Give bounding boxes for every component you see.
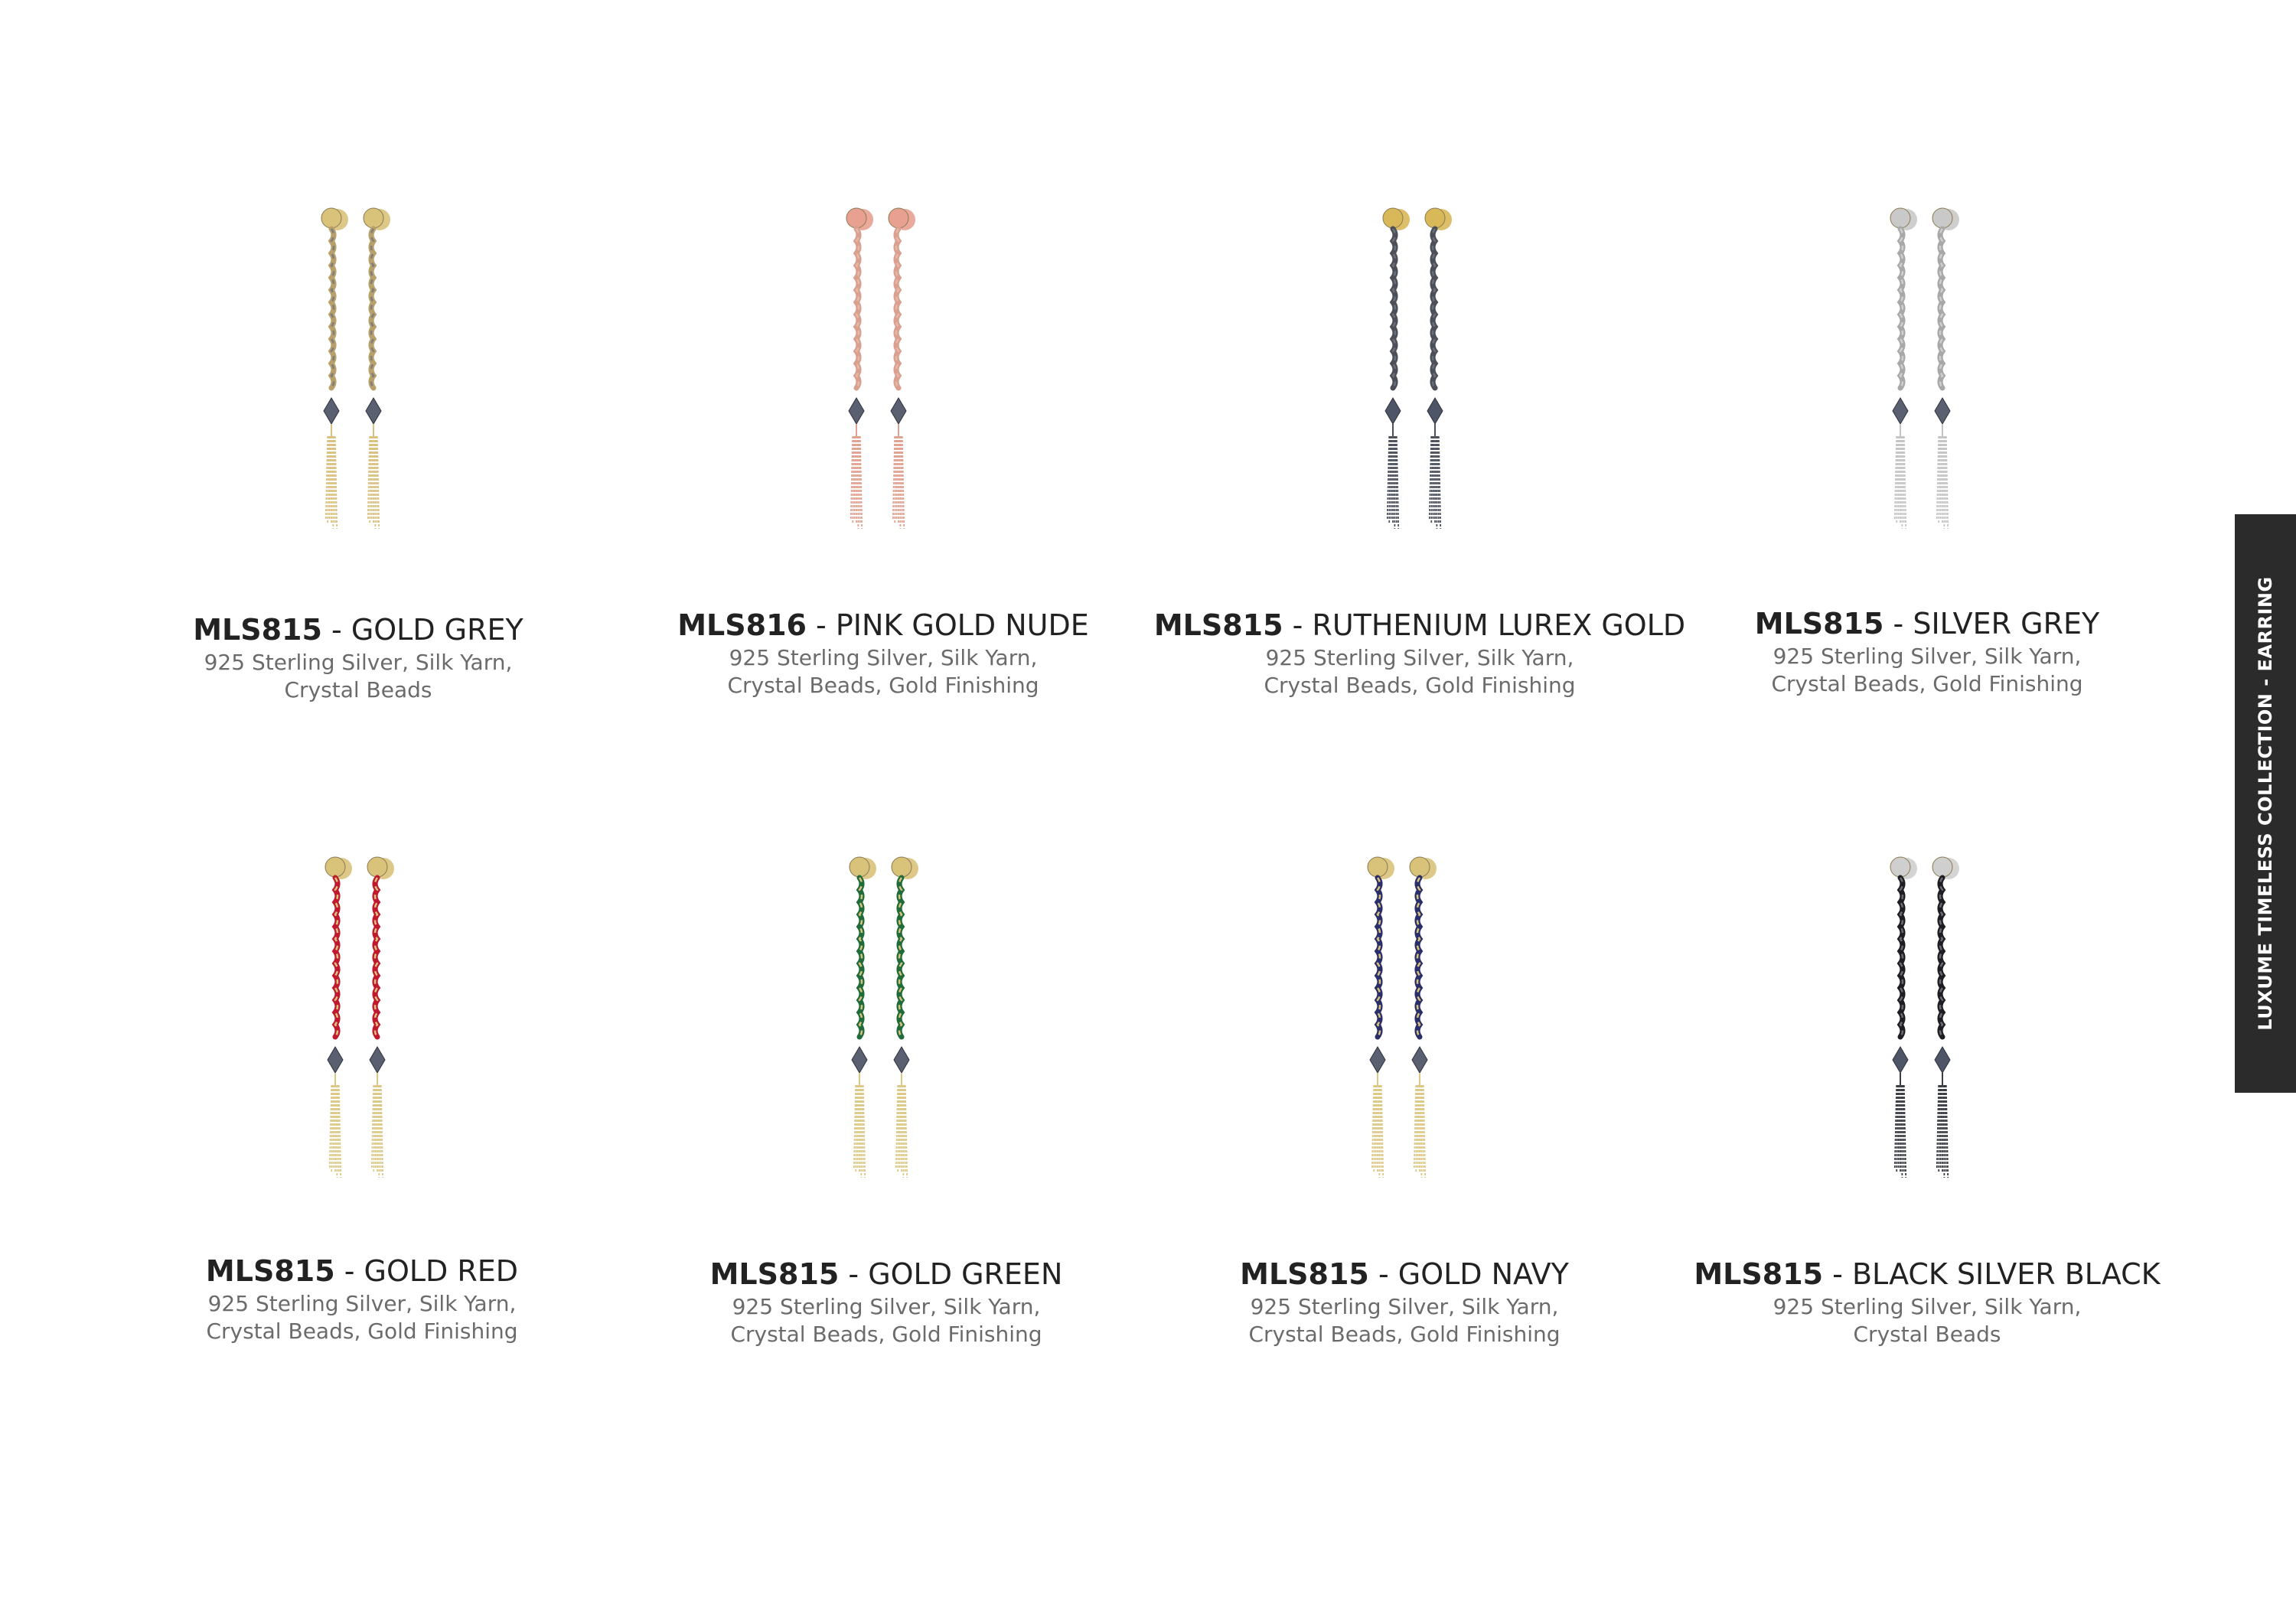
stud-front bbox=[1890, 857, 1910, 877]
product-variant: BLACK SILVER BLACK bbox=[1851, 1257, 2161, 1291]
product-title: MLS815 - SILVER GREY bbox=[1754, 607, 2100, 641]
collection-label: LUXUME TIMELESS COLLECTION - EARRING bbox=[2255, 576, 2276, 1031]
stud-front bbox=[1410, 857, 1430, 877]
product-caption bbox=[595, 1257, 1177, 1348]
tassel-chain bbox=[858, 436, 859, 529]
product-code: MLS815 bbox=[1694, 1257, 1824, 1291]
earring bbox=[889, 208, 915, 529]
crystal-bead bbox=[1893, 1047, 1908, 1073]
crystal-bead bbox=[1412, 1047, 1427, 1073]
earring bbox=[846, 208, 873, 529]
product-title: MLS815 - RUTHENIUM LUREX GOLD bbox=[1153, 608, 1686, 642]
product-variant: RUTHENIUM LUREX GOLD bbox=[1312, 608, 1686, 642]
stud-front bbox=[892, 857, 912, 877]
product-code: MLS815 bbox=[1240, 1257, 1369, 1291]
product-caption bbox=[1114, 1257, 1695, 1348]
earring bbox=[1383, 208, 1410, 529]
product-materials: 925 Sterling Silver, Silk Yarn, Crystal Beads bbox=[1773, 1294, 2082, 1347]
stud-front bbox=[850, 857, 869, 877]
product-materials: 925 Sterling Silver, Silk Yarn, Crystal Beads bbox=[204, 650, 513, 702]
tassel-chain bbox=[1902, 1085, 1903, 1178]
tassel-chain bbox=[858, 1085, 859, 1169]
tassel-chain bbox=[1899, 436, 1900, 520]
earring bbox=[367, 857, 394, 1178]
product-materials: 925 Sterling Silver, Silk Yarn, Crystal Beads, Gold Finishing bbox=[1771, 644, 2083, 696]
stud-front bbox=[889, 208, 908, 228]
tassel-chain bbox=[333, 436, 334, 529]
earring-photo bbox=[814, 203, 952, 539]
crystal-bead bbox=[328, 1047, 343, 1073]
earring bbox=[1890, 857, 1917, 1178]
earring bbox=[364, 208, 390, 529]
product-materials: 925 Sterling Silver, Silk Yarn, Crystal Beads, Gold Finishing bbox=[727, 645, 1039, 698]
earring-photo bbox=[1858, 203, 1996, 539]
stud-front bbox=[1932, 208, 1952, 228]
tassel-chain bbox=[1376, 1085, 1377, 1169]
stud-front bbox=[1425, 208, 1445, 228]
tassel-chain bbox=[337, 1085, 338, 1178]
product-title: MLS815 - BLACK SILVER BLACK bbox=[1694, 1257, 2161, 1291]
stud-front bbox=[1890, 208, 1910, 228]
product-code: MLS815 bbox=[193, 613, 322, 647]
tassel-chain bbox=[376, 1085, 377, 1169]
earring bbox=[1410, 857, 1437, 1178]
product-title: MLS816 - PINK GOLD NUDE bbox=[677, 608, 1089, 642]
product-materials: 925 Sterling Silver, Silk Yarn, Crystal Beads, Gold Finishing bbox=[730, 1294, 1042, 1347]
product-code: MLS815 bbox=[205, 1254, 335, 1288]
product-caption bbox=[592, 608, 1174, 699]
earring bbox=[1425, 208, 1452, 529]
product-code: MLS816 bbox=[677, 608, 807, 642]
earring-photo bbox=[293, 852, 431, 1188]
tassel-chain bbox=[330, 436, 331, 520]
crystal-bead bbox=[849, 398, 864, 424]
tassel-chain bbox=[1379, 1085, 1380, 1178]
tassel-chain bbox=[1902, 436, 1903, 529]
product-variant: GOLD GREY bbox=[351, 613, 523, 647]
product-materials: 925 Sterling Silver, Silk Yarn, Crystal Beads, Gold Finishing bbox=[1264, 645, 1576, 698]
product-materials: 925 Sterling Silver, Silk Yarn, Crystal Beads, Gold Finishing bbox=[206, 1291, 518, 1344]
product-title: MLS815 - GOLD NAVY bbox=[1240, 1257, 1569, 1291]
tassel-chain bbox=[375, 436, 376, 529]
earring-photo bbox=[1351, 203, 1489, 539]
product-variant: GOLD GREEN bbox=[868, 1257, 1063, 1291]
stud-front bbox=[321, 208, 341, 228]
earring bbox=[892, 857, 918, 1178]
crystal-bead bbox=[1935, 398, 1950, 424]
tassel-chain bbox=[1433, 436, 1434, 520]
tassel-chain bbox=[861, 1085, 862, 1178]
tassel-chain bbox=[1944, 436, 1945, 529]
product-code: MLS815 bbox=[1153, 608, 1283, 642]
product-title: MLS815 - GOLD GREY bbox=[193, 613, 523, 647]
collection-side-tab bbox=[2235, 514, 2296, 1093]
crystal-bead bbox=[1370, 1047, 1385, 1073]
tassel-chain bbox=[1394, 436, 1395, 529]
earring bbox=[1890, 208, 1917, 529]
product-caption bbox=[1636, 1257, 2218, 1348]
tassel-chain bbox=[900, 1085, 901, 1169]
product-caption bbox=[71, 1253, 653, 1345]
earring-photo bbox=[1336, 852, 1473, 1188]
product-caption bbox=[1636, 606, 2218, 698]
product-title: MLS815 - GOLD RED bbox=[205, 1254, 519, 1288]
stud-front bbox=[325, 857, 345, 877]
earring bbox=[1932, 857, 1959, 1178]
earring bbox=[325, 857, 352, 1178]
tassel-chain bbox=[903, 1085, 904, 1178]
earring-photo bbox=[289, 203, 427, 539]
crystal-bead bbox=[891, 398, 906, 424]
tassel-chain bbox=[372, 436, 373, 520]
earring bbox=[321, 208, 348, 529]
tassel-chain bbox=[1899, 1085, 1900, 1169]
earring-photo bbox=[817, 852, 955, 1188]
crystal-bead bbox=[852, 1047, 867, 1073]
crystal-bead bbox=[1385, 398, 1401, 424]
crystal-bead bbox=[366, 398, 381, 424]
crystal-bead bbox=[1893, 398, 1908, 424]
tassel-chain bbox=[1421, 1085, 1422, 1178]
earring-photo bbox=[1858, 852, 1996, 1188]
product-variant: SILVER GREY bbox=[1913, 607, 2100, 641]
crystal-bead bbox=[324, 398, 339, 424]
crystal-bead bbox=[1427, 398, 1443, 424]
stud-front bbox=[846, 208, 866, 228]
earring bbox=[1368, 857, 1394, 1178]
stud-front bbox=[1383, 208, 1403, 228]
earring bbox=[850, 857, 876, 1178]
tassel-chain bbox=[1391, 436, 1392, 520]
product-variant: GOLD RED bbox=[364, 1254, 519, 1288]
product-variant: GOLD NAVY bbox=[1397, 1257, 1569, 1291]
product-materials: 925 Sterling Silver, Silk Yarn, Crystal Beads, Gold Finishing bbox=[1248, 1294, 1561, 1347]
tassel-chain bbox=[1418, 1085, 1419, 1169]
crystal-bead bbox=[1935, 1047, 1950, 1073]
product-caption bbox=[67, 612, 649, 704]
stud-front bbox=[367, 857, 387, 877]
product-variant: PINK GOLD NUDE bbox=[835, 608, 1089, 642]
tassel-chain bbox=[855, 436, 856, 520]
earring bbox=[1932, 208, 1959, 529]
crystal-bead bbox=[894, 1047, 909, 1073]
tassel-chain bbox=[1941, 1085, 1942, 1169]
stud-front bbox=[364, 208, 383, 228]
product-caption bbox=[1129, 608, 1711, 699]
tassel-chain bbox=[900, 436, 901, 529]
product-title: MLS815 - GOLD GREEN bbox=[709, 1257, 1063, 1291]
stud-front bbox=[1932, 857, 1952, 877]
product-code: MLS815 bbox=[1754, 607, 1884, 641]
product-code: MLS815 bbox=[709, 1257, 840, 1291]
stud-front bbox=[1368, 857, 1388, 877]
tassel-chain bbox=[1944, 1085, 1945, 1178]
crystal-bead bbox=[370, 1047, 385, 1073]
tassel-chain bbox=[1941, 436, 1942, 520]
tassel-chain bbox=[897, 436, 898, 520]
tassel-chain bbox=[379, 1085, 380, 1178]
